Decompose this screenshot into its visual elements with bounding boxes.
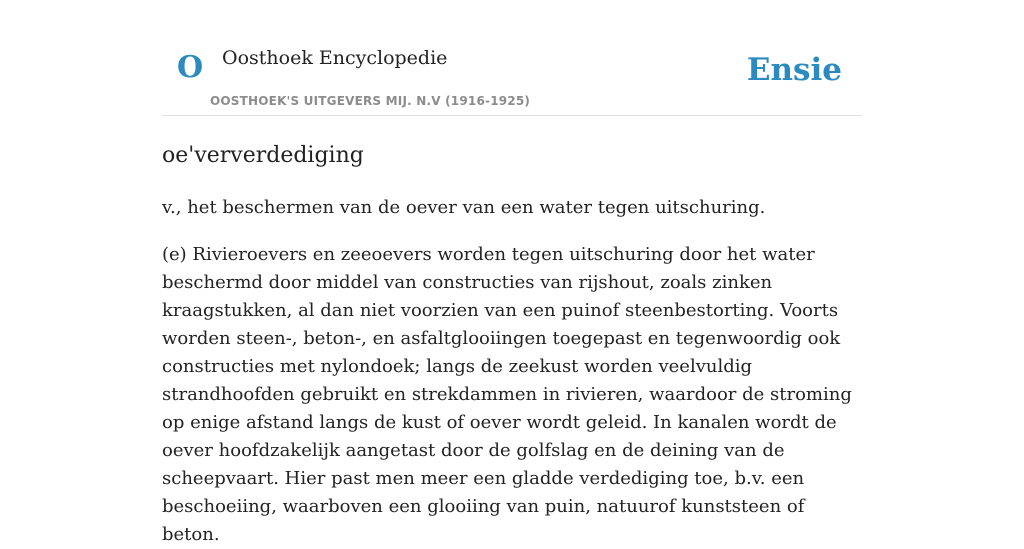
entry-definition: v., het beschermen van de oever van een water tegen uitschuring. xyxy=(162,197,766,218)
entry-headword: oe'ververdediging xyxy=(162,143,364,168)
entry-body: (e) Rivieroevers en zeeoevers worden tegen uitschuring door het water beschermd door middel van constructies van rijshout, zoals zinken kraagstukken, al dan niet voorzien van een puinof steenbestorting. Voorts worden steen-, beton-, en asfaltglooiingen toegepast en tegenwoordig ook constructies met nylondoek; langs de zeekust worden veelvuldig strandhoofden gebruikt en strekdammen in rivieren, waardoor de stroming op enige afstand langs de kust of oever wordt geleid. In kanalen wordt de oever hoofdzakelijk aangetast door de golfslag en de deining van de scheepvaart. Hier past men meer een gladde verdediging toe, b.v. een beschoeiing, waarboven een glooiing van puin, natuurof kunststeen of beton. xyxy=(162,244,852,545)
publisher-subtitle: OOSTHOEK'S UITGEVERS MIJ. N.V (1916-1925) xyxy=(210,94,531,108)
index-letter[interactable]: O xyxy=(177,50,204,85)
brand-logo[interactable]: Ensie xyxy=(746,52,842,88)
header xyxy=(162,0,862,116)
encyclopedia-title[interactable]: Oosthoek Encyclopedie xyxy=(222,47,448,69)
page xyxy=(162,0,862,549)
